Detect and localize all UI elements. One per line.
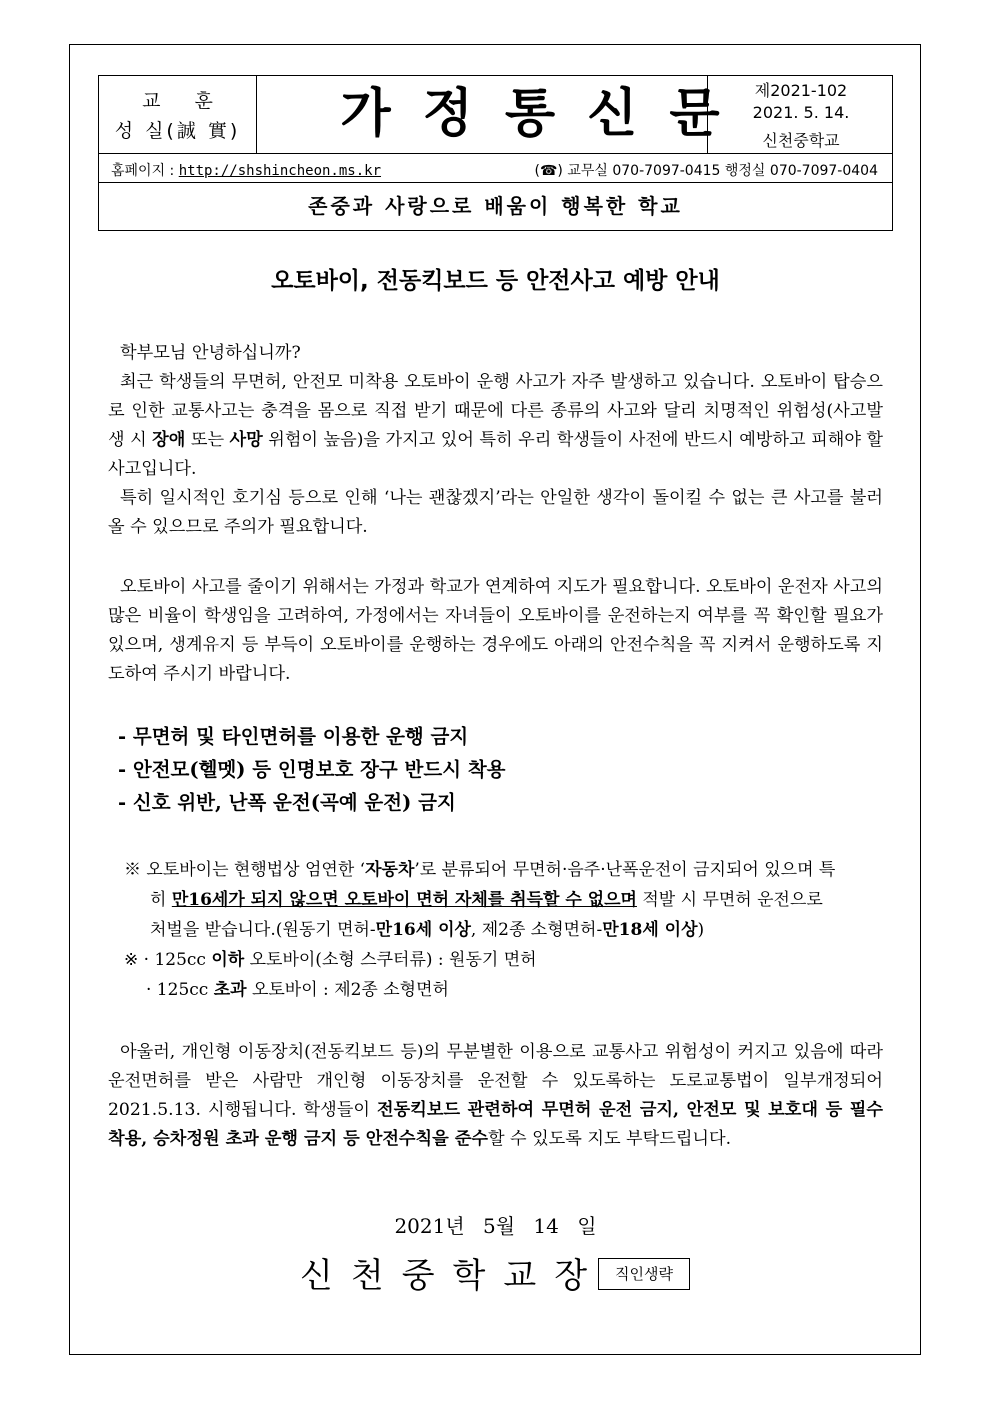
safety-rule: - 안전모(헬멧) 등 인명보호 장구 반드시 착용 (118, 758, 506, 781)
issue-info (707, 76, 894, 153)
letter-title: 가정통신문 (340, 84, 752, 144)
note-1-line-2: 히 만16세가 되지 않으면 오토바이 면허 자체를 취득할 수 없으며 적발 시 무면허 운전으로 (150, 890, 823, 910)
seal-omitted-stamp: 직인생략 (598, 1258, 690, 1290)
paragraph-4: 아울러, 개인형 이동장치(전동킥보드 등)의 무분별한 이용으로 교통사고 위험성이 커지고 있음에 따라 운전면허를 받은 사람만 개인형 이동장치를 운전할 수 있도록하는 도로교통법이 일부개정되어 2021.5.13. 시행됩니다. 학생들이 전동킥보드 관련하여 무면허 운전 금지, 안전모 및 보호대 등 필수 착용, 승차정원 초과 운행 금지 등 안전수칙을 준수할 수 있도록 지도 부탁드립니다. (108, 1042, 883, 1149)
issue-date: 2021. 5. 14. (752, 103, 850, 122)
note-2: ※ · 125cc 이하 오토바이(소형 스쿠터류) : 원동기 면허 (124, 950, 537, 970)
license-notes (118, 855, 888, 1005)
phone-numbers: (☎) 교무실 070-7097-0415 행정실 070-7097-0404 (534, 163, 878, 179)
school-motto (99, 76, 257, 153)
principal-signature: 신천중학교장 (300, 1256, 606, 1296)
school-slogan: 존중과 사랑으로 배움이 행복한 학교 (308, 194, 683, 218)
school-name: 신천중학교 (762, 131, 840, 150)
paragraph-2: 특히 일시적인 호기심 등으로 인해 ‘나는 괜찮겠지’라는 안일한 생각이 돌이킬 수 없는 큰 사고를 불러올 수 있으므로 주의가 필요합니다. (108, 488, 883, 537)
motto-value: 성 실(誠 實) (114, 120, 241, 142)
safety-rule: - 무면허 및 타인면허를 이용한 운행 금지 (118, 725, 469, 748)
document-title: 오토바이, 전동킥보드 등 안전사고 예방 안내 (271, 268, 720, 294)
letter-header (98, 75, 893, 231)
issue-number: 제2021-102 (754, 81, 848, 100)
page-frame (69, 44, 921, 1355)
homepage-label: 홈페이지 : (111, 163, 179, 179)
issue-date-footer: 2021년 5월 14 일 (394, 1214, 597, 1238)
paragraph-1: 최근 학생들의 무면허, 안전모 미착용 오토바이 운행 사고가 자주 발생하고 있습니다. 오토바이 탑승으로 인한 교통사고는 충격을 몸으로 직접 받기 때문에 다른 종류의 사고와 달리 치명적인 위험성(사고발생 시 장애 또는 사망 위험이 높음)을 가지고 있어 특히 우리 학생들이 사전에 반드시 예방하고 피해야 할 사고입니다. (108, 372, 883, 479)
paragraph-3: 오토바이 사고를 줄이기 위해서는 가정과 학교가 연계하여 지도가 필요합니다. 오토바이 운전자 사고의 많은 비율이 학생임을 고려하여, 가정에서는 자녀들이 오토바이를 운전하는지 여부를 꼭 확인할 필요가 있으며, 생계유지 등 부득이 오토바이를 운행하는 경우에도 아래의 안전수칙을 꼭 지켜서 운행하도록 지도하여 주시기 바랍니다. (108, 577, 883, 684)
safety-rules (118, 720, 878, 819)
contact-row (99, 153, 892, 183)
note-1-line-1: ※ 오토바이는 현행법상 엄연한 ‘자동차’로 분류되어 무면허·음주·난폭운전이 금지되어 있으며 특 (124, 860, 836, 880)
motto-label: 교 훈 (142, 90, 227, 112)
homepage-link[interactable]: http://shshincheon.ms.kr (178, 163, 382, 179)
note-3: · 125cc 초과 오토바이 : 제2종 소형면허 (146, 980, 449, 1000)
greeting: 학부모님 안녕하십니까? (120, 343, 301, 363)
safety-rule: - 신호 위반, 난폭 운전(곡예 운전) 금지 (118, 791, 456, 814)
homepage (111, 160, 381, 180)
note-1-line-3: 처벌을 받습니다.(원동기 면허-만16세 이상, 제2종 소형면허-만18세 이상) (150, 920, 705, 940)
